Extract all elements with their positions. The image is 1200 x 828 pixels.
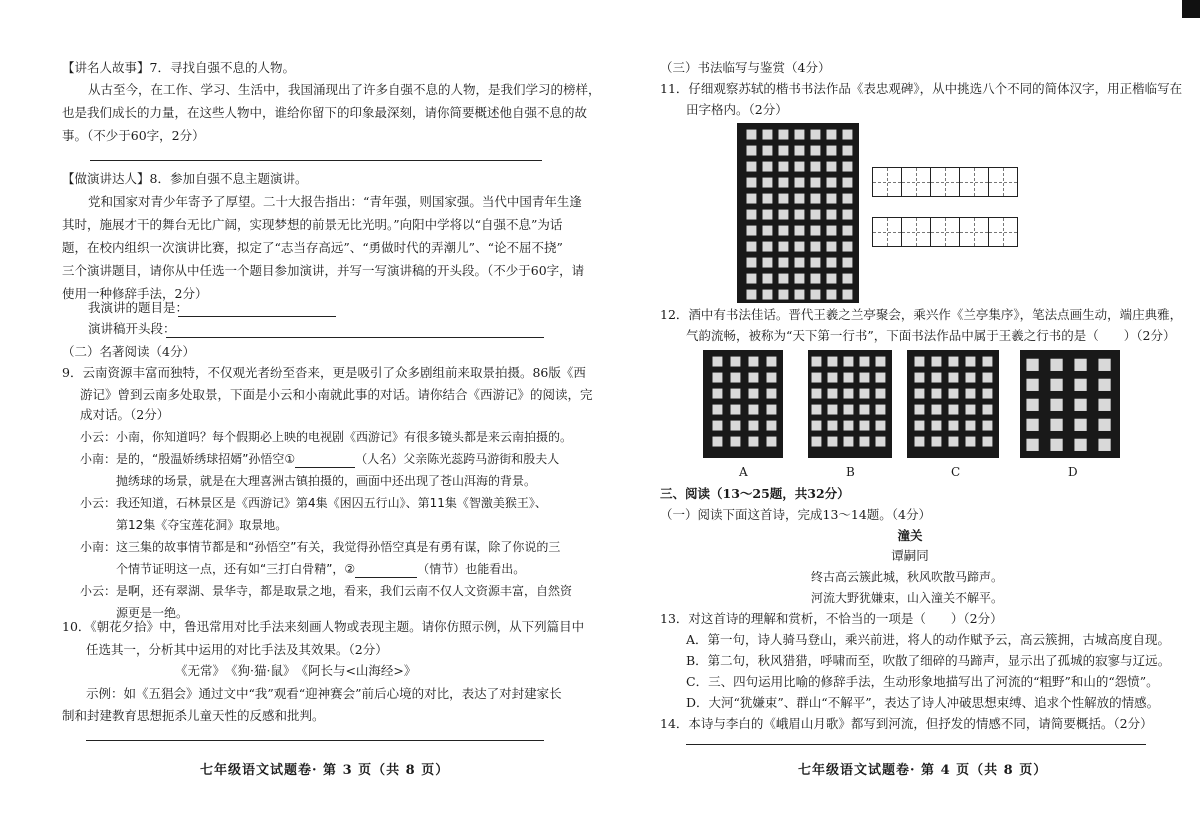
grid-cell[interactable] [873, 168, 902, 196]
section-2-heading: （二）名著阅读（4分） [62, 344, 195, 359]
q13-option-a[interactable]: A．第一句，诗人骑马登山，乘兴前进，将人的动作赋予云，高云簇拥，古城高度自现。 [686, 632, 1171, 647]
q7-body-2: 也是我们成长的力量，在这些人物中，谁给你留下的印象最深刻，请你简要概述他自强不息的故 [62, 105, 588, 120]
poem-author: 谭嗣同 [891, 548, 929, 563]
q8-body-3: 题，在校内组织一次演讲比赛，拟定了“志当存高远”、“勇做时代的弄潮儿”、“论不屈不挠” [62, 240, 563, 255]
q10-example-2: 制和封建教育思想扼杀儿童天性的反感和批判。 [62, 708, 325, 723]
q8-opening-line[interactable] [166, 337, 544, 338]
q13-option-b[interactable]: B．第二句，秋风猎猎，呼啸而至，吹散了细碎的马蹄声，显示出了孤城的寂寥与辽远。 [686, 653, 1171, 668]
q13-option-d[interactable]: D．大河“犹嫌束”、群山“不解平”，表达了诗人冲破思想束缚、追求个性解放的情感。 [686, 695, 1160, 710]
q8-body-4: 三个演讲题目，请你从中任选一个题目参加演讲，并写一写演讲稿的开头段。（不少于60字，请 [62, 263, 585, 278]
q9-dialog-4a: 小南：这三集的故事情节都是和“孙悟空”有关，我觉得孙悟空真是有勇有谋，除了你说的三 [80, 540, 561, 554]
q8-topic-label: 我演讲的题目是： [88, 300, 189, 315]
reading-sub-1: （一）阅读下面这首诗，完成13～14题。（4分） [660, 507, 932, 522]
q10-answer-line[interactable] [86, 740, 544, 741]
q8-opening-label: 演讲稿开头段： [88, 321, 176, 336]
q14-answer-line[interactable] [686, 744, 1146, 745]
q7-body-3: 事。（不少于60字，2分） [62, 128, 205, 143]
q7-title: 【讲名人故事】7．寻找自强不息的人物。 [62, 60, 295, 75]
q10-line-2: 任选其一，分析其中运用的对比手法及其效果。（2分） [86, 642, 388, 657]
q9-blank-1[interactable] [295, 467, 355, 468]
grid-cell[interactable] [931, 218, 960, 246]
q9-intro-1: 9．云南资源丰富而独特，不仅观光者纷至沓来，更是吸引了众多剧组前来取景拍摄。86版《西 [62, 365, 586, 380]
poem-line-1: 终古高云簇此城，秋风吹散马蹄声。 [811, 570, 1004, 584]
q11-line-2: 田字格内。（2分） [686, 102, 788, 117]
q8-title: 【做演讲达人】8．参加自强不息主题演讲。 [62, 171, 308, 186]
q14-stem: 14．本诗与李白的《峨眉山月歌》都写到河流，但抒发的情感不同，请简要概括。（2分） [660, 716, 1153, 731]
q9-dialog-5b: 源更是一绝。 [116, 606, 189, 620]
q8-topic-line[interactable] [178, 316, 336, 317]
calligraphy-sample-b-image: ■■■■■■ ■■■■■■ ■■■■■■ ■■■■■■ ■■■■■■ [808, 350, 892, 458]
q9-intro-2: 游记》曾到云南多处取景，下面是小云和小南就此事的对话。请你结合《西游记》的阅读，完 [80, 387, 593, 402]
q11-line-1: 11．仔细观察苏轼的楷书书法作品《表忠观碑》，从中挑选八个不同的简体汉字，用正楷临写在 [660, 81, 1183, 96]
q13-stem: 13．对这首诗的理解和赏析，不恰当的一项是（ ）（2分） [660, 611, 1003, 626]
grid-cell[interactable] [960, 218, 989, 246]
q9-dialog-2 [80, 450, 559, 468]
q12-line-2: 气韵流畅，被称为“天下第一行书”，下面书法作品中属于王羲之行书的是（ ）（2分） [686, 328, 1176, 343]
calligraphy-sample-d-image: ■■■■■ ■■■■■ ■■■■■ ■■■■■ [1020, 350, 1120, 458]
q10-example-1: 示例：如《五猖会》通过文中“我”观看“迎神赛会”前后心境的对比，表达了对封建家长 [86, 686, 562, 701]
grid-cell[interactable] [873, 218, 902, 246]
sample-c-label: C [951, 465, 961, 479]
sample-b-label: B [846, 465, 855, 479]
grid-cell[interactable] [931, 168, 960, 196]
calligraphy-sample-c-image: ■■■■■■ ■■■■■■ ■■■■■■ ■■■■■■ ■■■■■■ [907, 350, 999, 458]
q7-answer-line[interactable] [90, 160, 542, 161]
page-footer-3: 七年级语文试题卷· 第 3 页（共 8 页） [200, 763, 450, 778]
q12-line-1: 12．酒中有书法佳话。晋代王羲之兰亭聚会，乘兴作《兰亭集序》，笔法点画生动，端庄典雅， [660, 307, 1183, 322]
grid-cell[interactable] [989, 218, 1017, 246]
q10-line-1: 10．《朝花夕拾》中，鲁迅常用对比手法来刻画人物或表现主题。请你仿照示例，从下列篇目中 [62, 619, 585, 634]
q9-dialog-4 [116, 560, 525, 578]
q9-dialog-3b: 第12集《夺宝莲花洞》取景地。 [116, 518, 288, 532]
exam-page-4 [600, 0, 1200, 828]
q9-dialog-4b: 个情节证明这一点，还有如“三打白骨精”，② [116, 562, 356, 576]
q9-intro-3: 成对话。（2分） [80, 407, 170, 422]
q9-dialog-1: 小云：小南，你知道吗？每个假期必上映的电视剧《西游记》有很多镜头都是来云南拍摄的。 [80, 430, 573, 444]
sample-d-label: D [1068, 465, 1078, 479]
poem-line-2: 河流大野犹嫌束，山入潼关不解平。 [811, 591, 1004, 605]
q13-option-c[interactable]: C．三、四句运用比喻的修辞手法，生动形象地描写出了河流的“粗野”和山的“怨愤”。 [686, 674, 1159, 689]
q7-body-1: 从古至今，在工作、学习、生活中，我国涌现出了许多自强不息的人物，是我们学习的榜样， [88, 82, 601, 97]
q9-dialog-4c: （情节）也能看出。 [417, 562, 526, 576]
page-footer-4: 七年级语文试题卷· 第 4 页（共 8 页） [798, 763, 1048, 778]
calligraphy-sample-a-image: ■■■■■■ ■■■■■■ ■■■■■■ ■■■■■■ [703, 350, 783, 458]
section-3-heading: （三）书法临写与鉴赏（4分） [660, 60, 831, 75]
grid-cell[interactable] [902, 168, 931, 196]
q9-dialog-2b: （人名）父亲陈光蕊跨马游街和殷夫人 [355, 452, 560, 466]
q8-body-2: 其时，施展才干的舞台无比广阔，实现梦想的前景无比光明。”向阳中学将以“自强不息”为话 [62, 217, 563, 232]
grid-cell[interactable] [989, 168, 1017, 196]
sample-a-label: A [739, 465, 748, 479]
q9-dialog-5a: 小云：是啊，还有翠湖、景华寺，都是取景之地，看来，我们云南不仅人文资源丰富，自然资 [80, 584, 573, 598]
q9-dialog-3a: 小云：我还知道，石林景区是《西游记》第4集《困囚五行山》、第11集《智激美猴王》、 [80, 496, 547, 510]
q10-titles: 《无常》 《狗·猫·鼠》 《阿长与<山海经>》 [175, 663, 417, 678]
section-reading-heading: 三、阅读（13～25题，共32分） [660, 486, 850, 501]
q8-body-5: 使用一种修辞手法，2分） [62, 286, 208, 301]
q9-dialog-2c: 抛绣球的场景，就是在大理喜洲古镇拍摄的，画面中还出现了苍山洱海的背景。 [116, 474, 537, 488]
q9-blank-2[interactable] [355, 577, 417, 578]
grid-cell[interactable] [960, 168, 989, 196]
writing-grid-row-2[interactable] [872, 217, 1018, 247]
grid-cell[interactable] [902, 218, 931, 246]
stele-rubbing-image: ■■■■■■■■■■■ ■■■■■■■■■■■ ■■■■■■■■■■■ ■■■■■■■■■■■ ■■■■■■■■■■■ ■■■■■■■■■■■ ■■■■■■■■■■■ [737, 123, 859, 303]
q8-body-1: 党和国家对青少年寄予了厚望。二十大报告指出：“青年强，则国家强。当代中国青年生逢 [88, 194, 582, 209]
writing-grid-row-1[interactable] [872, 167, 1018, 197]
q9-dialog-2a: 小南：是的，“殷温娇绣球招婿”孙悟空① [80, 452, 296, 466]
poem-title: 潼关 [897, 528, 923, 543]
